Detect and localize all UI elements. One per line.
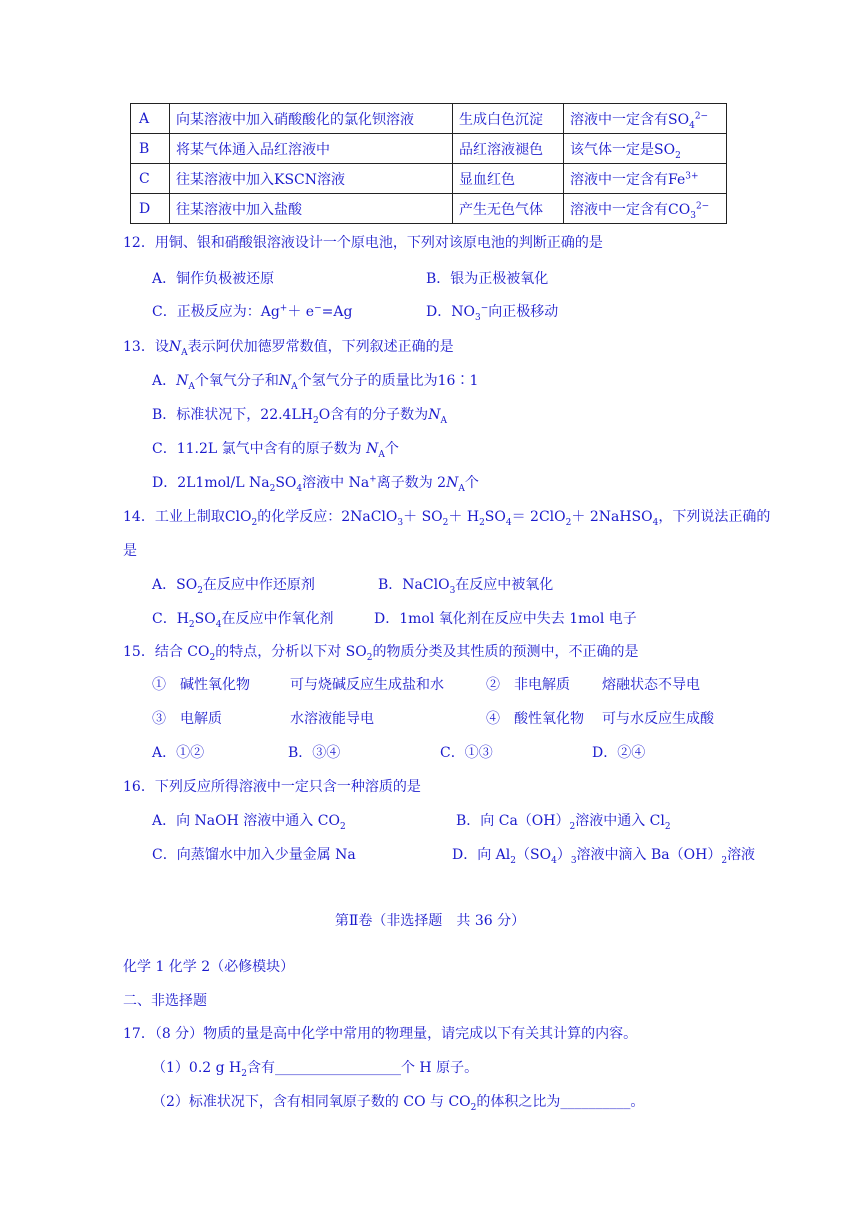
table-row <box>131 164 727 194</box>
q13-option-d: D．2L1mol/L $Na_2SO_4$溶液中 Na+离子数为 $2N_A$个 <box>152 474 479 494</box>
row-label: D <box>131 194 170 224</box>
row-phenomenon: 显血红色 <box>453 164 564 194</box>
q12-option-d: D．$NO_3^-$向正极移动 <box>426 303 559 323</box>
q12-option-c: C．正极反应为：Ag+＋ e−=Ag <box>152 303 353 320</box>
question-15-stem: 15．结合 $CO_2$的特点，分析以下对 $SO_2$的物质分类及其性质的预测中，不正确的是 <box>123 644 639 663</box>
q16-option-b: B．向 $Ca(OH)_2$溶液中通入 $Cl_2$ <box>456 813 671 832</box>
q15-item-2-desc: 熔融状态不导电 <box>602 677 700 693</box>
q12-option-b: B．银为正极被氧化 <box>426 271 549 287</box>
question-14-stem: 14．工业上制取ClO$_2$的化学反应：2NaClO$_3$＋ $SO_2+ H_2SO_4= 2ClO_2+$ 2NaHSO$_4$，下列说法正确的 <box>123 509 771 528</box>
q14-option-d: D．1mol 氧化剂在反应中失去 1mol 电子 <box>374 611 637 627</box>
row-label: C <box>131 164 170 194</box>
row-label: A <box>131 104 170 134</box>
question-13-stem: 13．设$N_A$表示阿伏加德罗常数值，下列叙述正确的是 <box>123 339 454 358</box>
row-operation: 将某气体通入品红溶液中 <box>170 134 453 164</box>
row-operation: 向某溶液中加入硝酸酸化的氯化钡溶液 <box>170 104 453 134</box>
q15-item-3: ③ 电解质 <box>152 711 222 727</box>
experiment-table <box>130 103 727 224</box>
row-conclusion: 溶液中一定含有$CO_3^{2-}$ <box>564 194 727 224</box>
q17-part-2: （2）标准状况下，含有相同氧原子数的 CO 与 $CO_2$的体积之比为__________。 <box>152 1094 645 1113</box>
q13-option-c: C．11.2L 氯气中含有的原子数为 $N_A$个 <box>152 441 399 460</box>
question-14-stem-cont: 是 <box>123 543 137 559</box>
q15-item-2: ② 非电解质 <box>486 677 570 693</box>
q17-part-1: （1）0.2 g $H_2$含有__________________个 H 原子。 <box>152 1060 479 1079</box>
module-heading: 化学 1 化学 2（必修模块） <box>123 959 295 975</box>
q14-option-a: A．$SO_2$在反应中作还原剂 <box>152 577 315 596</box>
row-conclusion: 溶液中一定含有$Fe^{3+}$ <box>564 164 727 194</box>
q15-option-d: D．②④ <box>592 745 646 761</box>
q16-option-c: C．向蒸馏水中加入少量金属 Na <box>152 847 356 863</box>
q15-item-4: ④ 酸性氧化物 <box>486 711 584 727</box>
q14-option-b: B．NaClO$_3$在反应中被氧化 <box>378 577 554 596</box>
q15-item-1: ① 碱性氧化物 <box>152 677 250 693</box>
q16-option-a: A．向 NaOH 溶液中通入 $CO_2$ <box>152 813 346 832</box>
q15-item-1-desc: 可与烧碱反应生成盐和水 <box>290 677 444 693</box>
row-operation: 往某溶液中加入盐酸 <box>170 194 453 224</box>
question-17-stem: 17．（8 分）物质的量是高中化学中常用的物理量，请完成以下有关其计算的内容。 <box>123 1026 638 1042</box>
row-conclusion: 该气体一定是$SO_2$ <box>564 134 727 164</box>
q15-option-b: B．③④ <box>288 745 341 761</box>
q15-item-3-desc: 水溶液能导电 <box>290 711 374 727</box>
q13-option-a: A．$N_A$个氧气分子和$N_A$个氢气分子的质量比为16∶1 <box>152 373 479 392</box>
table-row <box>131 194 727 224</box>
q13-option-b: B．标准状况下，$22.4LH_2O$含有的分子数为$N_A$ <box>152 407 447 426</box>
question-12-stem: 12．用铜、银和硝酸银溶液设计一个原电池，下列对该原电池的判断正确的是 <box>123 235 603 251</box>
q12-option-a: A．铜作负极被还原 <box>152 271 275 287</box>
q16-option-d: D．向 $Al_2(SO_4)_3$溶液中滴入 $Ba(OH)_2$溶液 <box>452 847 756 866</box>
row-phenomenon: 产生无色气体 <box>453 194 564 224</box>
q15-option-c: C．①③ <box>440 745 493 761</box>
q14-option-c: C．$H_2SO_4$在反应中作氧化剂 <box>152 611 334 630</box>
row-phenomenon: 生成白色沉淀 <box>453 104 564 134</box>
table-row <box>131 134 727 164</box>
part-heading: 二、非选择题 <box>123 993 207 1009</box>
question-16-stem: 16．下列反应所得溶液中一定只含一种溶质的是 <box>123 779 421 795</box>
row-label: B <box>131 134 170 164</box>
row-operation: 往某溶液中加入KSCN溶液 <box>170 164 453 194</box>
row-conclusion: 溶液中一定含有$SO_4^{2-}$ <box>564 104 727 134</box>
q15-item-4-desc: 可与水反应生成酸 <box>602 711 714 727</box>
q15-option-a: A．①② <box>152 745 205 761</box>
table-row <box>131 104 727 134</box>
row-phenomenon: 品红溶液褪色 <box>453 134 564 164</box>
section-title: 第Ⅱ卷（非选择题 共 36 分） <box>334 913 526 929</box>
